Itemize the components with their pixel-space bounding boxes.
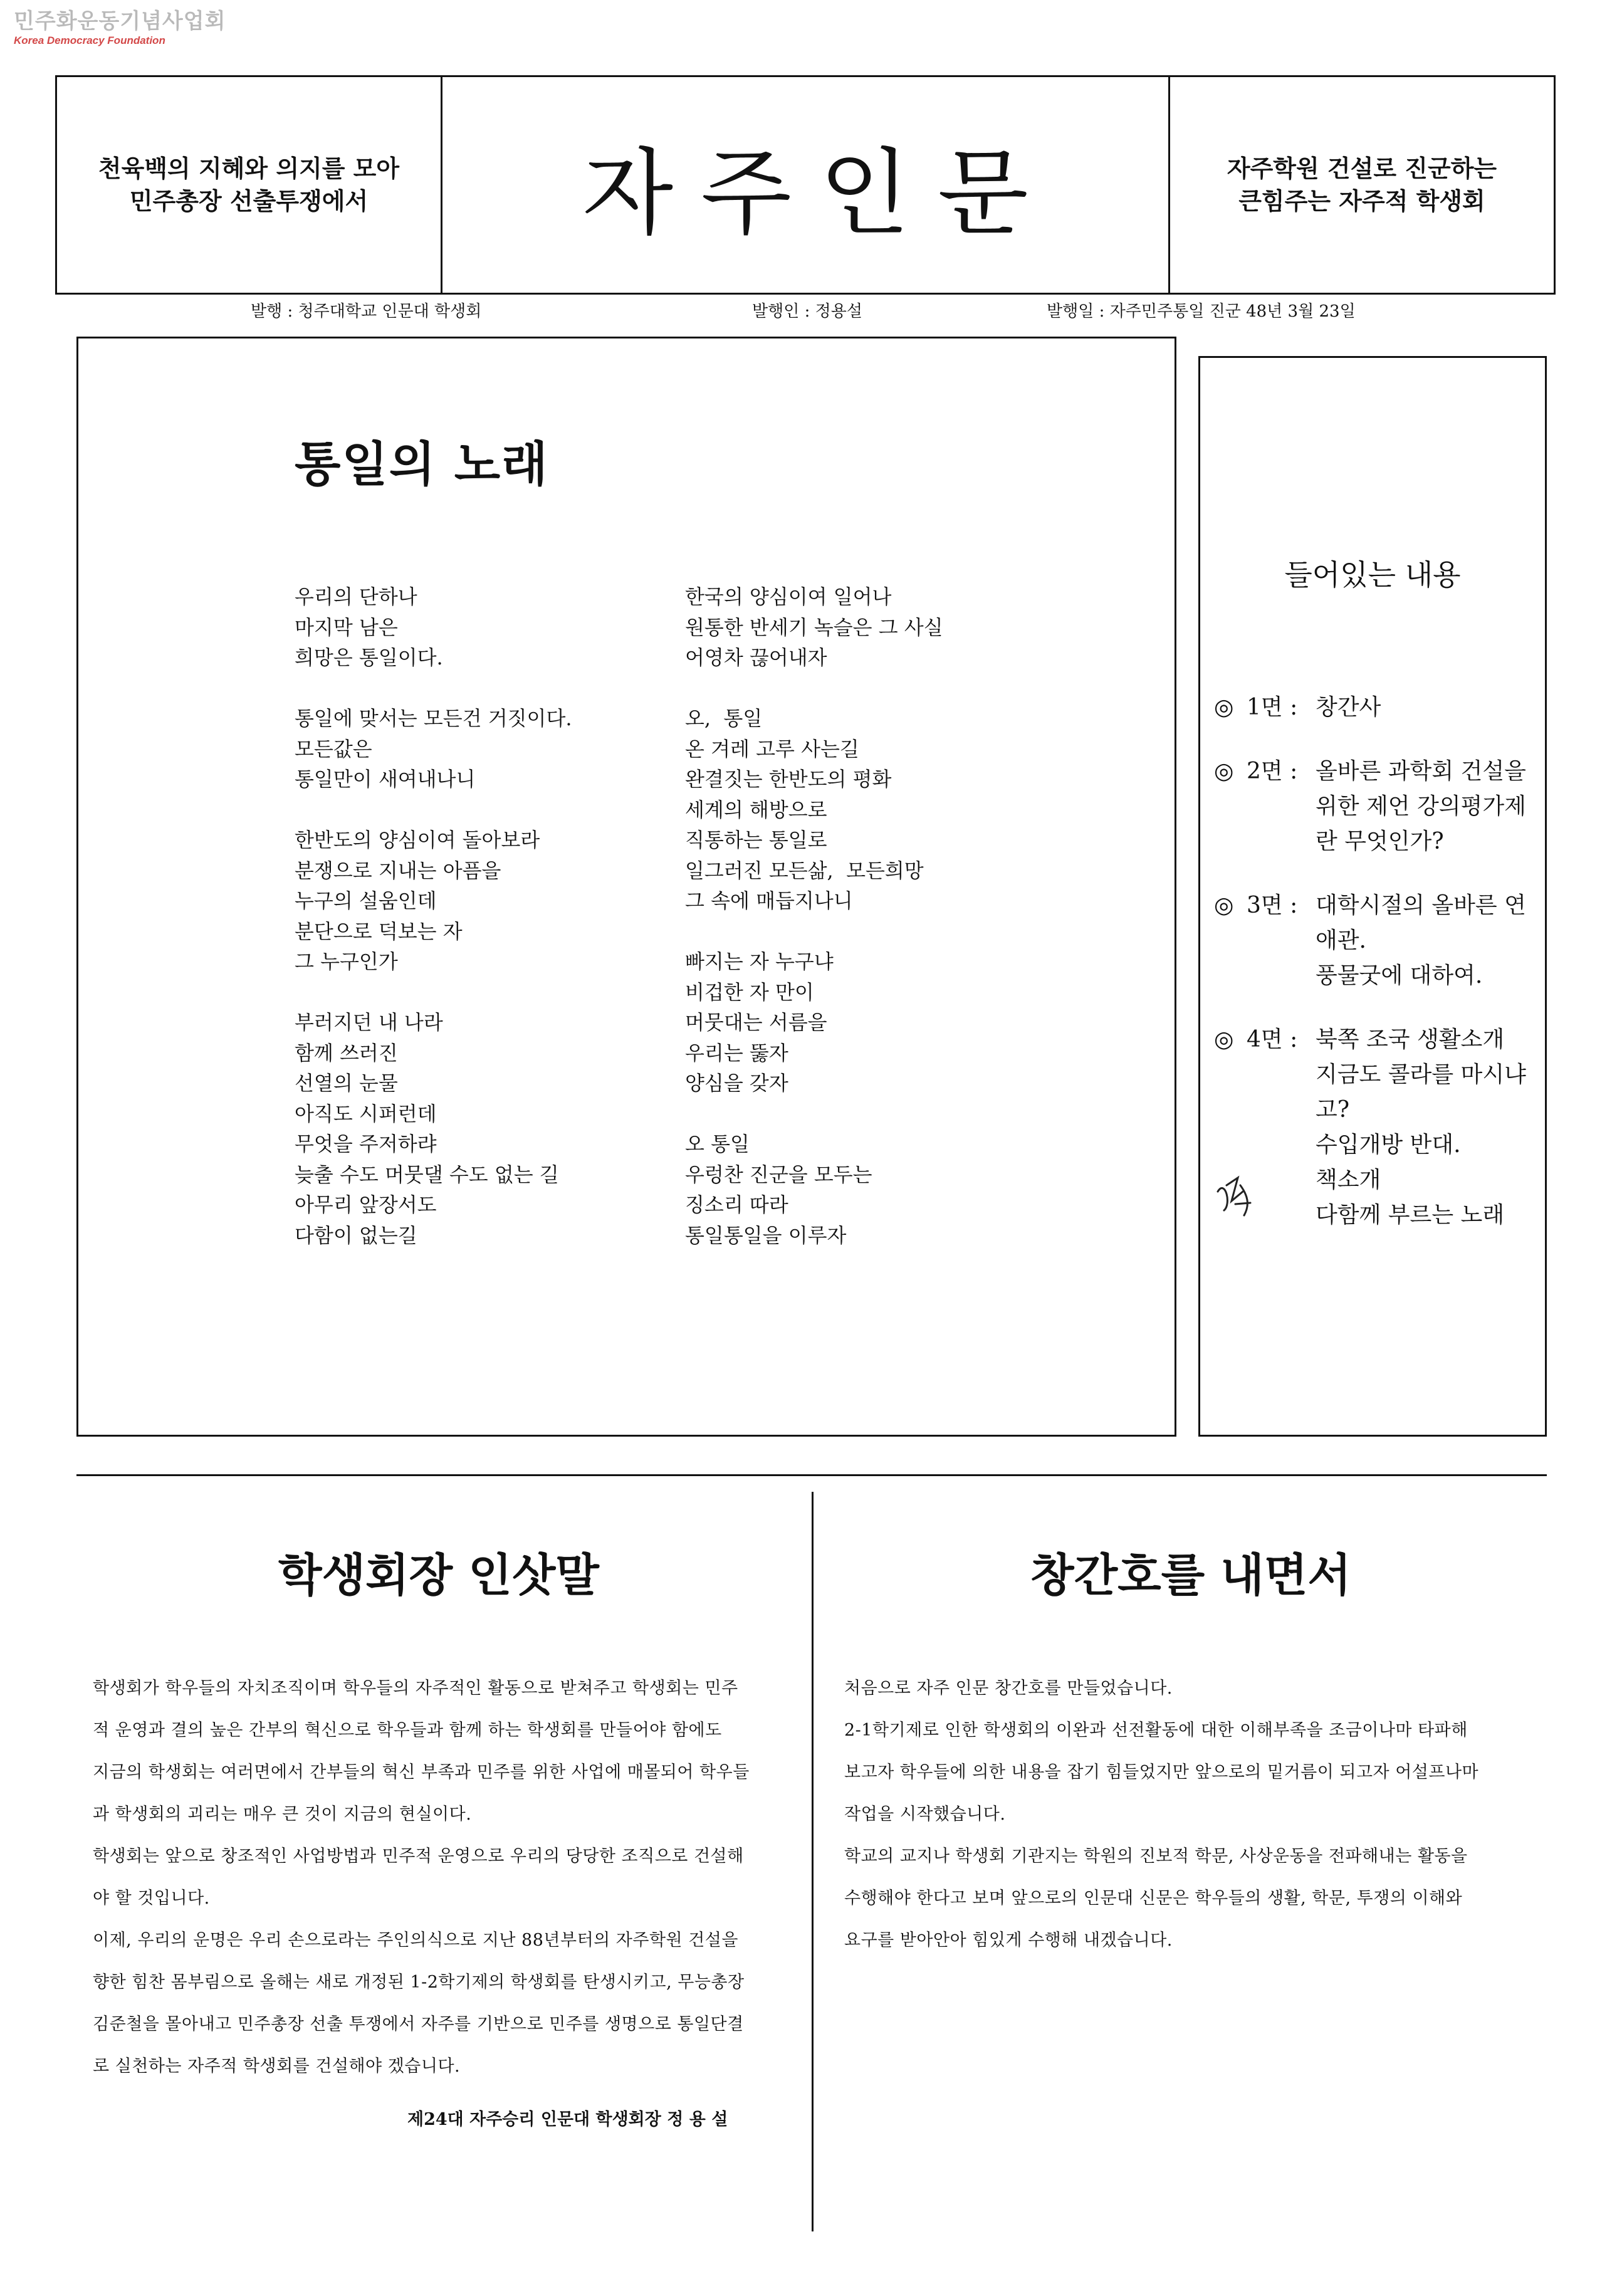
poem-line: 통일에 맞서는 모든건 거짓이다.	[295, 706, 572, 730]
contents-item-text	[1316, 690, 1540, 725]
poem-line: 온 겨레 고루 사는길	[685, 737, 859, 761]
contents-item	[1214, 888, 1540, 993]
poem-stanza	[295, 1007, 572, 1250]
masthead-title-box	[441, 77, 1170, 293]
poem-line: 늦출 수도 머뭇댈 수도 없는 길	[295, 1162, 559, 1187]
poem-line: 모든값은	[295, 737, 372, 761]
contents-box	[1198, 356, 1547, 1437]
watermark-korean: 민주화운동기념사업회	[14, 9, 226, 34]
paragraph-line: 학생회가 학우들의 자치조직이며 학우들의 자주적인 활동으로 받쳐주고 학생회는 민주	[93, 1679, 738, 1698]
poem-line: 분쟁으로 지내는 아픔을	[295, 858, 501, 883]
paragraph-line: 이제, 우리의 운명은 우리 손으로라는 주인의식으로 지난 88년부터의 자주학원 건설을	[93, 1931, 738, 1950]
contents-page-label: 1면 :	[1247, 695, 1298, 720]
watermark	[14, 9, 226, 48]
poem-line: 분단으로 덕보는 자	[295, 919, 463, 943]
poem-line: 통일만이 새여내나니	[295, 767, 476, 791]
poem-line: 희망은 통일이다.	[295, 646, 443, 669]
poem-stanza	[295, 825, 572, 977]
contents-bullet-icon: ◎	[1214, 1027, 1234, 1052]
contents-line: 창간사	[1316, 695, 1381, 720]
masthead-left-slogan	[57, 77, 441, 293]
contents-page-label: 3면 :	[1247, 893, 1298, 918]
poem-stanza	[685, 582, 943, 673]
paragraph-line: 지금의 학생회는 여러면에서 간부들의 혁신 부족과 민주를 위한 사업에 매몰되어 학우들	[93, 1763, 750, 1782]
poem-line: 우리의 단하나	[295, 585, 417, 609]
poem-line: 한국의 양심이여 일어나	[685, 585, 892, 609]
poem-line: 완결짓는 한반도의 평화	[685, 767, 892, 791]
contents-line: 지금도 콜라를 마시냐	[1316, 1062, 1526, 1088]
poem-line: 누구의 설움인데	[295, 889, 437, 913]
contents-line: 애관.	[1316, 928, 1366, 953]
masthead-right-slogan	[1170, 77, 1554, 293]
poem-line: 한반도의 양심이여 돌아보라	[295, 828, 540, 852]
poem-line: 무엇을 주저하랴	[295, 1132, 437, 1156]
paragraph-line: 향한 힘찬 몸부림으로 올해는 새로 개정된 1-2학기제의 학생회를 탄생시키고, 무능총장	[93, 1973, 745, 1992]
contents-item-text	[1316, 754, 1540, 859]
masthead	[55, 75, 1556, 295]
poem-line: 머뭇대는 서름을	[685, 1010, 827, 1034]
poem-line: 부러지던 내 나라	[295, 1010, 443, 1034]
poem-stanza	[685, 946, 943, 1099]
contents-bullet-icon: ◎	[1214, 758, 1234, 784]
poem-line: 함께 쓰러진	[295, 1041, 398, 1065]
poem-stanza	[295, 582, 572, 673]
section-divider	[76, 1474, 1547, 1476]
poem-line: 오 통일	[685, 1132, 750, 1156]
issuer-info: 발행인 : 정용설	[752, 302, 862, 321]
poem-line: 원통한 반세기 녹슬은 그 사실	[685, 615, 943, 639]
poem-line: 직통하는 통일로	[685, 828, 827, 852]
handwritten-scribble-icon	[1213, 1166, 1257, 1223]
paragraph-line: 학생회는 앞으로 창조적인 사업방법과 민주적 운영으로 우리의 당당한 조직으로 건설해	[93, 1847, 744, 1866]
poem-line: 그 누구인가	[295, 950, 398, 973]
contents-item	[1214, 690, 1540, 725]
issue-date: 발행일 : 자주민주통일 진군 48년 3월 23일	[1047, 302, 1356, 321]
right-slogan-line: 자주학원 건설로 진군하는	[1227, 155, 1497, 182]
contents-page-label: 4면 :	[1247, 1027, 1298, 1052]
poem-line: 아직도 시퍼런데	[295, 1101, 437, 1126]
contents-line: 풍물굿에 대하여.	[1316, 963, 1483, 988]
contents-item	[1214, 1022, 1540, 1233]
poem-line: 아무리 앞장서도	[295, 1193, 437, 1217]
contents-bullet-icon: ◎	[1214, 695, 1234, 720]
foreword-body	[844, 1667, 1478, 1961]
contents-line: 다함께 부르는 노래	[1316, 1202, 1505, 1228]
contents-page-label: 2면 :	[1247, 758, 1298, 784]
paragraph-line: 2-1학기제로 인한 학생회의 이완과 선전활동에 대한 이해부족을 조금이나마 타파해	[844, 1721, 1468, 1740]
greeting-body	[93, 1667, 750, 2087]
contents-bullet-icon: ◎	[1214, 893, 1234, 918]
watermark-english: Korea Democracy Foundation	[14, 34, 165, 46]
paragraph-line: 보고자 학우들에 의한 내용을 잡기 힘들었지만 앞으로의 밑거름이 되고자 어설프나마	[844, 1763, 1479, 1782]
poem-line: 통일통일을 이루자	[685, 1223, 847, 1247]
poem-section	[76, 337, 1176, 1437]
publisher-info: 발행 : 청주대학교 인문대 학생회	[251, 302, 482, 321]
poem-line: 세계의 해방으로	[685, 797, 827, 822]
greeting-title: 학생회장 인삿말	[278, 1549, 599, 1601]
poem-line: 비겁한 자 만이	[685, 980, 814, 1004]
poem-stanza	[685, 703, 943, 916]
poem-line: 빠지는 자 누구냐	[685, 950, 834, 973]
poem-line: 어영차 끊어내자	[685, 646, 827, 669]
paragraph-line: 요구를 받아안아 힘있게 수행해 내겠습니다.	[844, 1931, 1173, 1950]
contents-line: 책소개	[1316, 1167, 1381, 1193]
contents-item	[1214, 754, 1540, 859]
contents-line: 수입개방 반대.	[1316, 1132, 1461, 1158]
poem-line: 우리는 뚫자	[685, 1041, 788, 1065]
paragraph-line: 과 학생회의 괴리는 매우 큰 것이 지금의 현실이다.	[93, 1805, 472, 1824]
poem-right-column	[685, 582, 943, 1250]
column-divider	[812, 1492, 814, 2231]
paragraph-line: 로 실천하는 자주적 학생회를 건설해야 겠습니다.	[93, 2057, 461, 2076]
left-slogan-line: 민주총장 선출투쟁에서	[129, 187, 369, 215]
poem-line: 오, 통일	[685, 706, 763, 730]
poem-line: 징소리 따라	[685, 1193, 788, 1217]
poem-stanza	[685, 1129, 943, 1250]
contents-line: 북쪽 조국 생활소개	[1316, 1027, 1505, 1052]
contents-line: 대학시절의 올바른 연	[1316, 893, 1526, 918]
foreword-title: 창간호를 내면서	[1030, 1549, 1351, 1601]
poem-line: 그 속에 매듭지나니	[685, 889, 853, 913]
paragraph-line: 김준철을 몰아내고 민주총장 선출 투쟁에서 자주를 기반으로 민주를 생명으로 통일단결	[93, 2015, 744, 2034]
contents-heading: 들어있는 내용	[1284, 558, 1461, 592]
poem-title: 통일의 노래	[295, 436, 549, 492]
poem-line: 일그러진 모든삶, 모든희망	[685, 858, 924, 883]
contents-line: 란 무엇인가?	[1316, 829, 1444, 854]
paragraph-line: 작업을 시작했습니다.	[844, 1805, 1006, 1824]
right-slogan-line: 큰힘주는 자주적 학생회	[1238, 187, 1485, 215]
poem-line: 양심을 갖자	[685, 1071, 788, 1095]
poem-line: 선열의 눈물	[295, 1071, 398, 1095]
poem-line: 우렁찬 진군을 모두는	[685, 1162, 872, 1187]
poem-left-column	[295, 582, 572, 1250]
contents-line: 고?	[1316, 1097, 1350, 1123]
contents-item-text	[1316, 888, 1540, 993]
paragraph-line: 학교의 교지나 학생회 기관지는 학원의 진보적 학문, 사상운동을 전파해내는 활동을	[844, 1847, 1468, 1866]
newspaper-title: 자주인문	[582, 139, 1056, 248]
paragraph-line: 처음으로 자주 인문 창간호를 만들었습니다.	[844, 1679, 1173, 1698]
paragraph-line: 야 할 것입니다.	[93, 1889, 210, 1908]
contents-line: 올바른 과학회 건설을	[1316, 758, 1526, 784]
greeting-signature: 제24대 자주승리 인문대 학생회장 정 용 설	[407, 2110, 728, 2129]
left-slogan-line: 천육백의 지혜와 의지를 모아	[98, 155, 400, 182]
contents-item-text	[1316, 1022, 1540, 1233]
paragraph-line: 수행해야 한다고 보며 앞으로의 인문대 신문은 학우들의 생활, 학문, 투쟁의 이해와	[844, 1889, 1463, 1908]
contents-list	[1214, 690, 1540, 1262]
poem-stanza	[295, 703, 572, 795]
poem-line: 마지막 남은	[295, 615, 398, 639]
poem-line: 다함이 없는길	[295, 1223, 417, 1247]
paragraph-line: 적 운영과 결의 높은 간부의 혁신으로 학우들과 함께 하는 학생회를 만들어야 함에도	[93, 1721, 722, 1740]
contents-line: 위한 제언 강의평가제	[1316, 794, 1526, 819]
